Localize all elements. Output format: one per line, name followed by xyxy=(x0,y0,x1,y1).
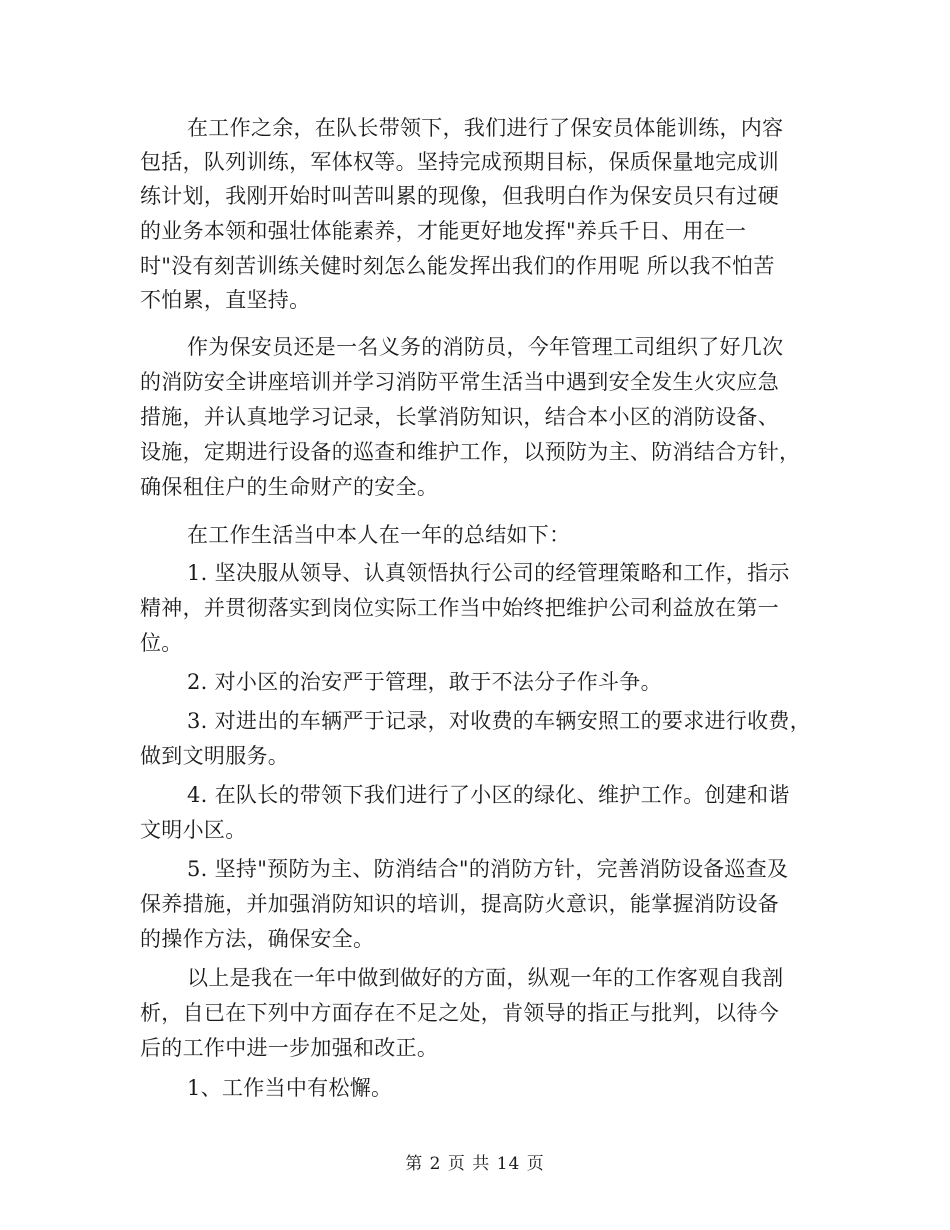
list-item-line: 3. 对进出的车辆严于记录，对收费的车辆安照工的要求进行收费， xyxy=(187,709,812,733)
list-item-line: 保养措施，并加强消防知识的培训，提高防火意识，能掌握消防设备 xyxy=(140,892,779,916)
paragraph-line: 在工作之余，在队长带领下，我们进行了保安员体能训练，内容 xyxy=(187,116,784,140)
paragraph-line: 的消防安全讲座培训并学习消防平常生活当中遇到安全发生火灾应急 xyxy=(140,370,779,394)
paragraph-line: 以上是我在一年中做到做好的方面，纵观一年的工作客观自我剖 xyxy=(187,966,784,990)
paragraph-line: 作为保安员还是一名义务的消防员，今年管理工司组织了好几次 xyxy=(187,335,784,359)
paragraph-line: 练计划，我刚开始时叫苦叫累的现像，但我明白作为保安员只有过硬 xyxy=(140,184,779,208)
list-item-line: 精神，并贯彻落实到岗位实际工作当中始终把维护公司利益放在第一 xyxy=(140,596,779,620)
page-number-footer: 第 2 页 共 14 页 xyxy=(405,1154,545,1174)
list-item-line: 2. 对小区的治安严于管理，敢于不法分子作斗争。 xyxy=(187,670,662,694)
list-item-line: 位。 xyxy=(140,631,183,655)
list-item-line: 文明小区。 xyxy=(140,818,247,842)
paragraph-line: 措施，并认真地学习记录，长掌消防知识，结合本小区的消防设备、 xyxy=(140,405,779,429)
list-item-line: 做到文明服务。 xyxy=(140,744,290,768)
list-item-line: 1、工作当中有松懈。 xyxy=(187,1076,393,1100)
paragraph-line: 不怕累，直坚持。 xyxy=(140,288,311,312)
list-item-line: 1. 坚决服从领导、认真领悟执行公司的经管理策略和工作，指示 xyxy=(187,561,790,585)
list-item-line: 的操作方法，确保安全。 xyxy=(140,927,375,951)
list-item-line: 4. 在队长的带领下我们进行了小区的绿化、维护工作。创建和谐 xyxy=(187,783,790,807)
paragraph-line: 包括，队列训练，军体权等。坚持完成预期目标，保质保量地完成训 xyxy=(140,150,779,174)
paragraph-line: 析，自已在下列中方面存在不足之处，肯领导的指正与批判，以待今 xyxy=(140,1001,779,1025)
paragraph-line: 后的工作中进一步加强和改正。 xyxy=(140,1036,439,1060)
paragraph-line: 的业务本领和强壮体能素养，才能更好地发挥"养兵千日、用在一 xyxy=(140,219,747,243)
paragraph-line: 确保租住户的生命财产的安全。 xyxy=(140,475,439,499)
paragraph-line: 在工作生活当中本人在一年的总结如下： xyxy=(187,523,571,547)
list-item-line: 5. 坚持"预防为主、防消结合"的消防方针，完善消防设备巡查及 xyxy=(187,857,789,881)
paragraph-line: 设施，定期进行设备的巡查和维护工作，以预防为主、防消结合方针， xyxy=(140,440,801,464)
paragraph-line: 时"没有刻苦训练关健时刻怎么能发挥出我们的作用呢 所以我不怕苦 xyxy=(140,254,775,278)
